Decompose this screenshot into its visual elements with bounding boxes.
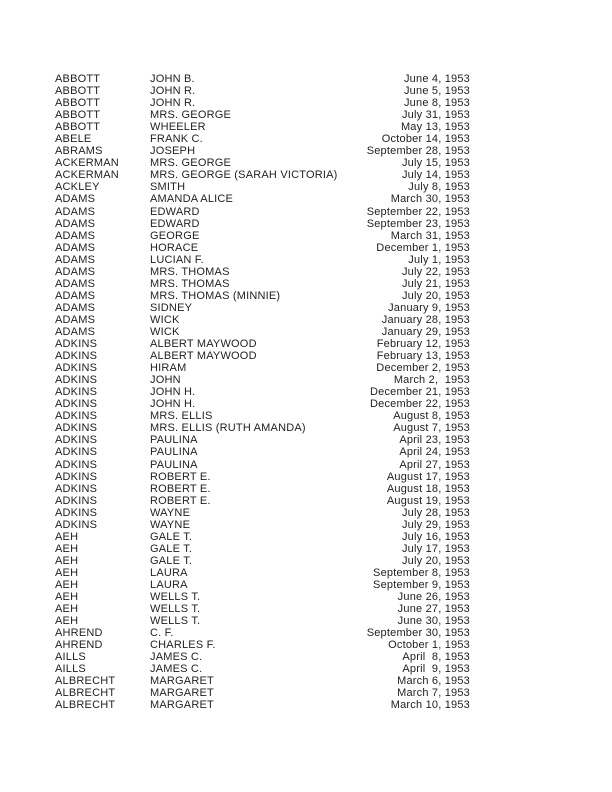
given-name-cell: JOHN (150, 374, 181, 387)
surname-cell: AEH (55, 615, 79, 628)
record-row (55, 97, 470, 109)
given-name-cell: HIRAM (150, 362, 187, 375)
surname-cell: AEH (55, 578, 79, 591)
record-row (55, 410, 470, 422)
date-cell: October 1, 1953 (388, 639, 470, 652)
record-row (55, 290, 470, 302)
record-row (55, 85, 470, 97)
given-name-cell: ALBERT MAYWOOD (150, 338, 257, 351)
record-row (55, 338, 470, 350)
given-name-cell: ROBERT E. (150, 482, 211, 495)
given-name-cell: MARGARET (150, 687, 214, 700)
date-cell: January 29, 1953 (381, 325, 470, 338)
record-row (55, 278, 470, 290)
record-row (55, 567, 470, 579)
surname-cell: ADAMS (55, 301, 96, 314)
given-name-cell: HORACE (150, 241, 199, 254)
surname-cell: AHREND (55, 627, 103, 640)
record-row (55, 362, 470, 374)
given-name-cell: WHEELER (150, 121, 206, 134)
date-cell: July 8, 1953 (408, 181, 470, 194)
date-cell: March 10, 1953 (390, 699, 470, 712)
given-name-cell: JOHN B. (150, 73, 195, 85)
date-cell: March 7, 1953 (397, 687, 470, 700)
given-name-cell: AMANDA ALICE (150, 193, 234, 206)
given-name-cell: ALBERT MAYWOOD (150, 350, 257, 363)
surname-cell: ADAMS (55, 193, 96, 206)
given-name-cell: SIDNEY (150, 301, 193, 314)
given-name-cell: JOSEPH (150, 145, 196, 158)
surname-cell: ADKINS (55, 518, 98, 531)
surname-cell: ALBRECHT (55, 699, 116, 712)
given-name-cell: JAMES C. (150, 663, 203, 676)
record-row (55, 302, 470, 314)
record-row (55, 326, 470, 338)
surname-cell: ABBOTT (55, 73, 101, 85)
given-name-cell: MRS. ELLIS (150, 410, 213, 423)
given-name-cell: EDWARD (150, 205, 200, 218)
given-name-cell: MARGARET (150, 699, 214, 712)
given-name-cell: JAMES C. (150, 651, 203, 664)
date-cell: March 2, 1953 (393, 374, 470, 387)
surname-cell: ADKINS (55, 494, 98, 507)
surname-cell: ADKINS (55, 506, 98, 519)
surname-cell: ADAMS (55, 313, 96, 326)
given-name-cell: ROBERT E. (150, 494, 211, 507)
record-row (55, 242, 470, 254)
record-row (55, 663, 470, 675)
date-cell: July 20, 1953 (401, 289, 470, 302)
surname-cell: ADAMS (55, 253, 96, 266)
date-cell: July 22, 1953 (401, 265, 470, 278)
surname-cell: ADKINS (55, 362, 98, 375)
given-name-cell: GALE T. (150, 542, 193, 555)
surname-cell: ADAMS (55, 229, 96, 242)
given-name-cell: JOHN R. (150, 97, 196, 110)
surname-cell: ADKINS (55, 338, 98, 351)
date-cell: July 29, 1953 (401, 518, 470, 531)
record-row (55, 109, 470, 121)
given-name-cell: JOHN R. (150, 85, 196, 98)
given-name-cell: ROBERT E. (150, 470, 211, 483)
surname-cell: ADAMS (55, 277, 96, 290)
date-cell: June 27, 1953 (397, 603, 470, 616)
record-row (55, 206, 470, 218)
record-row (55, 699, 470, 711)
date-cell: September 30, 1953 (366, 627, 470, 640)
date-cell: April 9, 1953 (402, 663, 470, 676)
date-cell: June 5, 1953 (403, 85, 470, 98)
given-name-cell: MRS. GEORGE (SARAH VICTORIA) (150, 169, 338, 182)
record-row (55, 651, 470, 663)
date-cell: August 18, 1953 (386, 482, 470, 495)
record-row (55, 169, 470, 181)
record-row (55, 471, 470, 483)
record-row (55, 543, 470, 555)
given-name-cell: MRS. THOMAS (MINNIE) (150, 289, 281, 302)
given-name-cell: WAYNE (150, 506, 191, 519)
records-list (55, 73, 470, 711)
record-row (55, 374, 470, 386)
record-row (55, 193, 470, 205)
given-name-cell: WELLS T. (150, 591, 201, 604)
given-name-cell: FRANK C. (150, 133, 203, 146)
surname-cell: ADAMS (55, 205, 96, 218)
surname-cell: ADAMS (55, 325, 96, 338)
surname-cell: ADAMS (55, 265, 96, 278)
surname-cell: ADKINS (55, 386, 98, 399)
record-row (55, 133, 470, 145)
surname-cell: AILLS (55, 651, 86, 664)
date-cell: June 8, 1953 (403, 97, 470, 110)
record-row (55, 446, 470, 458)
record-row (55, 531, 470, 543)
date-cell: April 23, 1953 (399, 434, 470, 447)
date-cell: July 15, 1953 (401, 157, 470, 170)
date-cell: July 17, 1953 (401, 542, 470, 555)
given-name-cell: CHARLES F. (150, 639, 216, 652)
given-name-cell: MRS. THOMAS (150, 265, 230, 278)
record-row (55, 254, 470, 266)
surname-cell: AEH (55, 554, 79, 567)
surname-cell: ADKINS (55, 470, 98, 483)
given-name-cell: MRS. ELLIS (RUTH AMANDA) (150, 422, 306, 435)
surname-cell: ADKINS (55, 446, 98, 459)
date-cell: June 30, 1953 (397, 615, 470, 628)
given-name-cell: GALE T. (150, 554, 193, 567)
surname-cell: ADKINS (55, 410, 98, 423)
record-row (55, 218, 470, 230)
date-cell: June 4, 1953 (403, 73, 470, 85)
surname-cell: ACKERMAN (55, 157, 119, 170)
given-name-cell: MRS. GEORGE (150, 157, 232, 170)
date-cell: September 9, 1953 (373, 578, 470, 591)
record-row (55, 398, 470, 410)
date-cell: September 23, 1953 (366, 217, 470, 230)
surname-cell: ADKINS (55, 374, 98, 387)
surname-cell: ABBOTT (55, 97, 101, 110)
date-cell: March 30, 1953 (390, 193, 470, 206)
given-name-cell: EDWARD (150, 217, 200, 230)
surname-cell: ADKINS (55, 422, 98, 435)
given-name-cell: WELLS T. (150, 615, 201, 628)
date-cell: August 17, 1953 (386, 470, 470, 483)
surname-cell: AHREND (55, 639, 103, 652)
surname-cell: ABELE (55, 133, 92, 146)
record-row (55, 579, 470, 591)
record-row (55, 459, 470, 471)
record-row (55, 145, 470, 157)
surname-cell: AEH (55, 591, 79, 604)
given-name-cell: GEORGE (150, 229, 200, 242)
date-cell: July 28, 1953 (401, 506, 470, 519)
surname-cell: AILLS (55, 663, 86, 676)
surname-cell: ADAMS (55, 289, 96, 302)
date-cell: August 7, 1953 (393, 422, 470, 435)
given-name-cell: GALE T. (150, 530, 193, 543)
given-name-cell: SMITH (150, 181, 186, 194)
date-cell: July 21, 1953 (401, 277, 470, 290)
surname-cell: ABRAMS (55, 145, 103, 158)
given-name-cell: WICK (150, 325, 180, 338)
date-cell: July 20, 1953 (401, 554, 470, 567)
record-row (55, 314, 470, 326)
record-row (55, 181, 470, 193)
record-row (55, 266, 470, 278)
given-name-cell: MARGARET (150, 675, 214, 688)
record-row (55, 422, 470, 434)
given-name-cell: WICK (150, 313, 180, 326)
record-row (55, 386, 470, 398)
given-name-cell: WAYNE (150, 518, 191, 531)
date-cell: December 1, 1953 (376, 241, 470, 254)
record-row (55, 434, 470, 446)
given-name-cell: LUCIAN F. (150, 253, 204, 266)
date-cell: December 22, 1953 (369, 398, 470, 411)
date-cell: April 27, 1953 (399, 458, 470, 471)
given-name-cell: WELLS T. (150, 603, 201, 616)
date-cell: December 21, 1953 (369, 386, 470, 399)
given-name-cell: LAURA (150, 578, 188, 591)
surname-cell: ADKINS (55, 398, 98, 411)
date-cell: September 8, 1953 (373, 566, 470, 579)
record-row (55, 495, 470, 507)
date-cell: September 22, 1953 (366, 205, 470, 218)
surname-cell: AEH (55, 566, 79, 579)
date-cell: October 14, 1953 (381, 133, 470, 146)
record-row (55, 627, 470, 639)
given-name-cell: PAULINA (150, 434, 198, 447)
date-cell: February 12, 1953 (376, 338, 470, 351)
record-row (55, 157, 470, 169)
record-row (55, 555, 470, 567)
record-row (55, 507, 470, 519)
given-name-cell: JOHN H. (150, 398, 196, 411)
surname-cell: ADKINS (55, 434, 98, 447)
record-row (55, 591, 470, 603)
date-cell: March 6, 1953 (397, 675, 470, 688)
date-cell: May 13, 1953 (400, 121, 470, 134)
date-cell: February 13, 1953 (376, 350, 470, 363)
record-row (55, 483, 470, 495)
surname-cell: ADKINS (55, 482, 98, 495)
surname-cell: ALBRECHT (55, 675, 116, 688)
date-cell: April 24, 1953 (399, 446, 470, 459)
surname-cell: ADAMS (55, 241, 96, 254)
date-cell: June 26, 1953 (397, 591, 470, 604)
record-row (55, 639, 470, 651)
given-name-cell: MRS. GEORGE (150, 109, 232, 122)
record-row (55, 675, 470, 687)
given-name-cell: PAULINA (150, 458, 198, 471)
given-name-cell: MRS. THOMAS (150, 277, 230, 290)
record-row (55, 350, 470, 362)
surname-cell: ACKERMAN (55, 169, 119, 182)
date-cell: April 8, 1953 (402, 651, 470, 664)
surname-cell: ADKINS (55, 350, 98, 363)
surname-cell: ADAMS (55, 217, 96, 230)
given-name-cell: LAURA (150, 566, 188, 579)
record-row (55, 519, 470, 531)
surname-cell: AEH (55, 530, 79, 543)
surname-cell: ADKINS (55, 458, 98, 471)
date-cell: March 31, 1953 (390, 229, 470, 242)
date-cell: January 28, 1953 (381, 313, 470, 326)
record-row (55, 687, 470, 699)
record-row (55, 603, 470, 615)
record-row (55, 615, 470, 627)
record-row (55, 73, 470, 85)
date-cell: July 1, 1953 (408, 253, 470, 266)
given-name-cell: C. F. (150, 627, 174, 640)
date-cell: August 19, 1953 (386, 494, 470, 507)
surname-cell: ALBRECHT (55, 687, 116, 700)
date-cell: August 8, 1953 (393, 410, 470, 423)
record-row (55, 230, 470, 242)
record-row (55, 121, 470, 133)
date-cell: January 9, 1953 (388, 301, 470, 314)
given-name-cell: PAULINA (150, 446, 198, 459)
surname-cell: ABBOTT (55, 85, 101, 98)
date-cell: July 16, 1953 (401, 530, 470, 543)
date-cell: December 2, 1953 (376, 362, 470, 375)
surname-cell: ABBOTT (55, 121, 101, 134)
date-cell: July 31, 1953 (401, 109, 470, 122)
date-cell: September 28, 1953 (366, 145, 470, 158)
given-name-cell: JOHN H. (150, 386, 196, 399)
surname-cell: ABBOTT (55, 109, 101, 122)
surname-cell: ACKLEY (55, 181, 100, 194)
surname-cell: AEH (55, 542, 79, 555)
date-cell: July 14, 1953 (401, 169, 470, 182)
surname-cell: AEH (55, 603, 79, 616)
